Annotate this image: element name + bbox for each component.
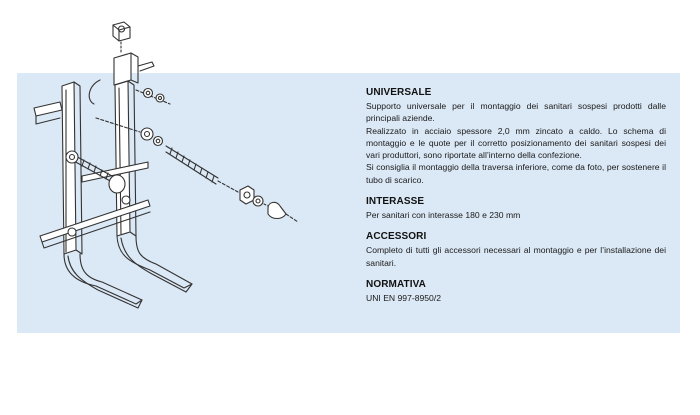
paragraph: Per sanitari con interasse 180 e 230 mm [366, 210, 521, 221]
wall-bracket-exploded-drawing-icon [0, 0, 340, 415]
paragraph: Realizzato in acciaio spessore 2,0 mm zincato a caldo. Lo schema di montaggio e le quote per il corretto posizionamento dei sanitari sospesi dei vari produttori, sono riportate all’interno della confezione. [366, 125, 666, 161]
paragraph: Completo di tutti gli accessori necessari al montaggio e per l’installazione dei sanitari. [366, 245, 666, 268]
section-interasse [366, 196, 666, 221]
section-heading: ACCESSORI [366, 231, 427, 243]
bolt-head-icon [122, 196, 130, 204]
section-normativa [366, 279, 666, 304]
section-universale [366, 87, 666, 186]
right-upright-profile [115, 81, 192, 292]
section-heading: NORMATIVA [366, 278, 426, 290]
upper-washers [136, 89, 170, 105]
paragraph: UNI EN 997-8950/2 [366, 292, 441, 303]
section-accessori [366, 231, 666, 269]
end-nuts-and-cap [240, 186, 298, 222]
paragraph: Si consiglia il montaggio della traversa inferiore, come da foto, per sostenere il tubo di scarico. [366, 162, 666, 185]
section-heading: INTERASSE [366, 196, 425, 208]
bolt-head-icon [68, 228, 76, 236]
cross-bars [34, 102, 150, 248]
product-description [366, 87, 666, 314]
section-heading: UNIVERSALE [366, 87, 432, 98]
top-nut-icon [113, 22, 130, 41]
paragraph: Supporto universale per il montaggio dei sanitari sospesi prodotti dalle principali aziende. [366, 101, 666, 124]
